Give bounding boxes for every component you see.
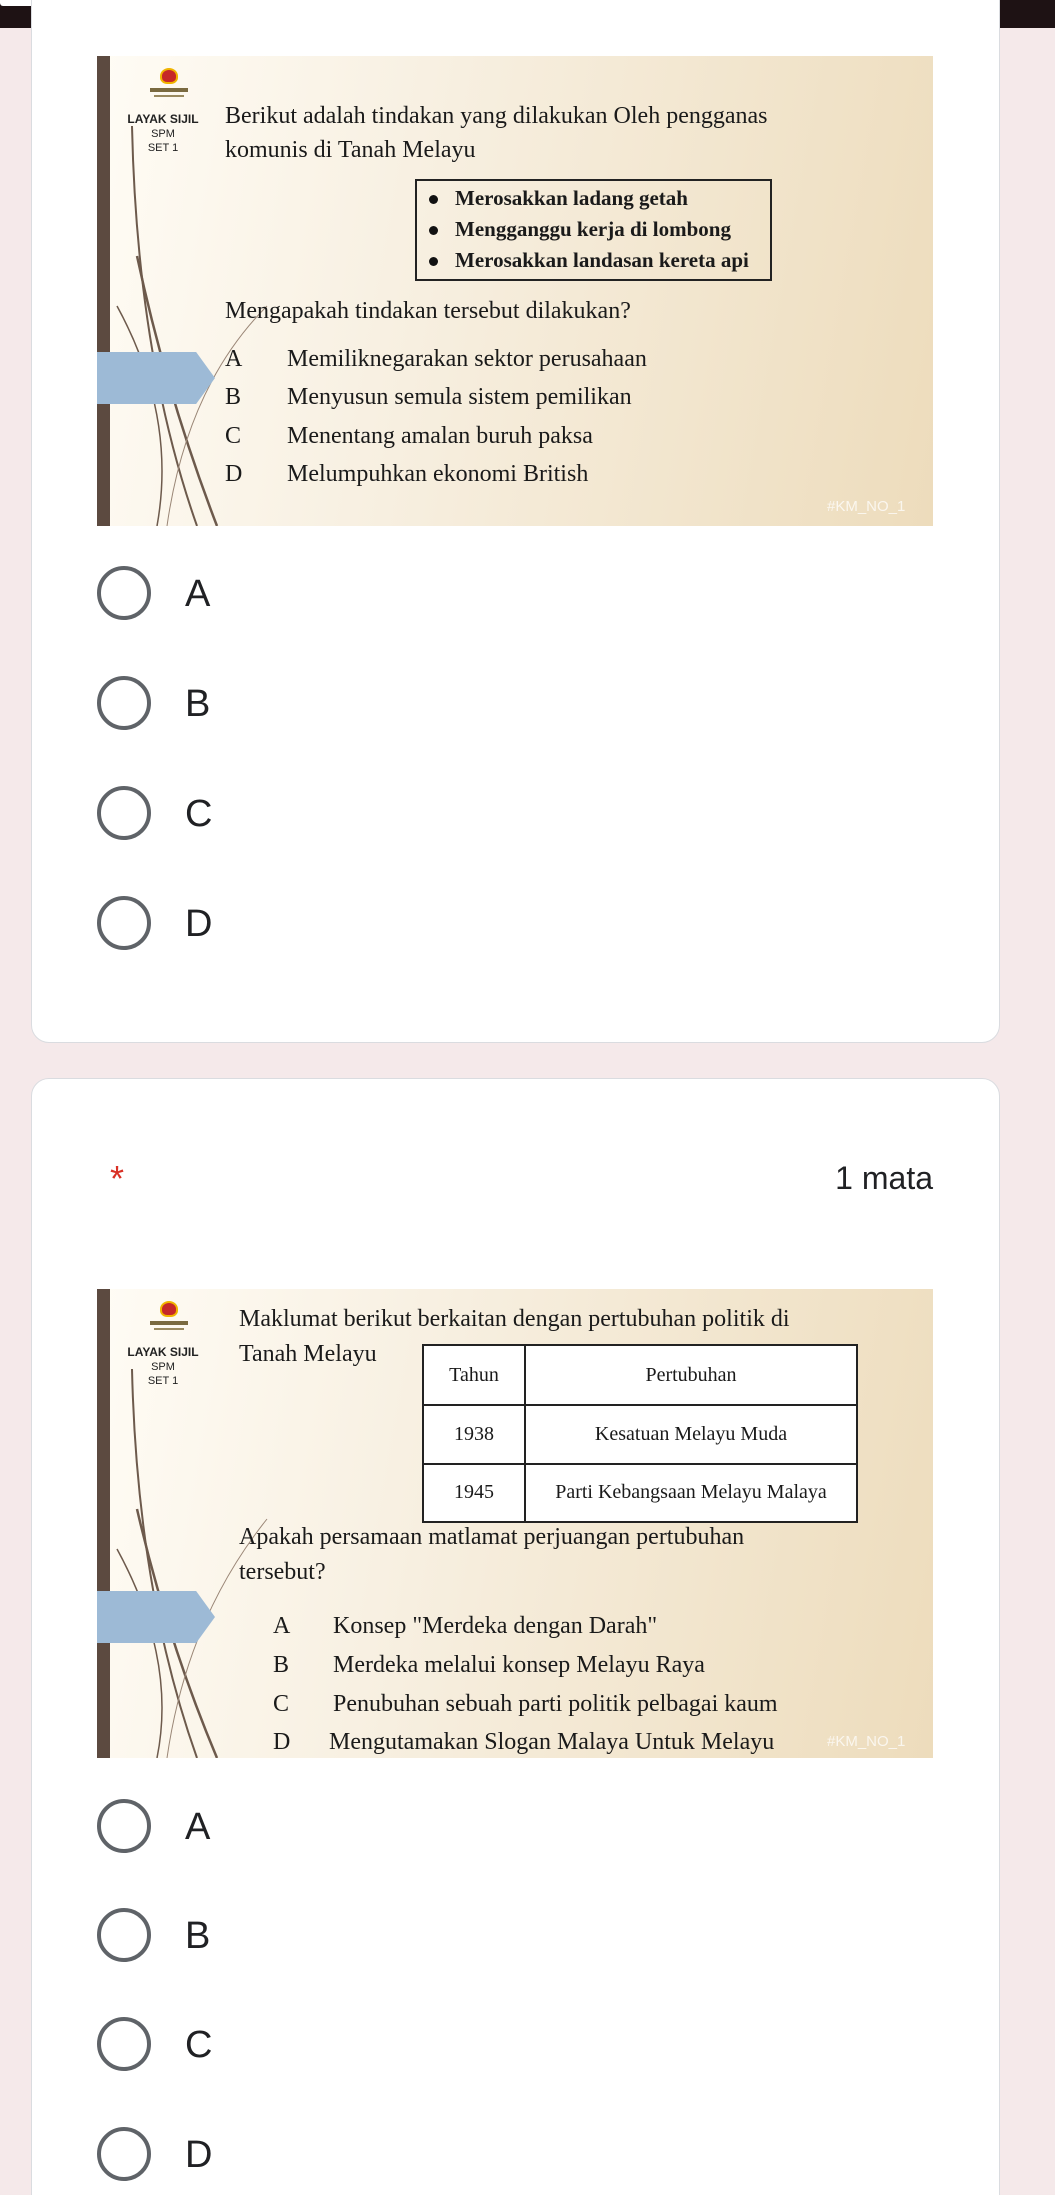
- radio-label: D: [185, 2134, 213, 2176]
- question-2-image: [97, 1289, 933, 1758]
- watermark: #KM_NO_1: [827, 498, 906, 515]
- radio-label: C: [185, 793, 213, 835]
- question-2-prompt-line-1: Apakah persamaan matlamat perjuangan pertubuhan: [239, 1524, 745, 1550]
- radio-circle[interactable]: [97, 896, 151, 950]
- badge-line-2: SPM: [151, 128, 175, 140]
- radio-circle[interactable]: [97, 1799, 151, 1853]
- radio-circle[interactable]: [97, 1908, 151, 1962]
- option-letter: C: [273, 1691, 290, 1717]
- required-marker: *: [110, 1158, 125, 1199]
- question-1-stem-line-2: komunis di Tanah Melayu: [225, 137, 476, 163]
- table-header: Pertubuhan: [525, 1345, 857, 1405]
- radio-option-a[interactable]: [97, 562, 497, 622]
- coat-of-arms-icon: [150, 68, 188, 102]
- question-2-stem-line-2: Tanah Melayu: [239, 1341, 377, 1367]
- question-2-stem-line-1: Maklumat berikut berkaitan dengan pertubuhan politik di: [239, 1306, 790, 1332]
- left-accent-bar: [97, 56, 110, 526]
- badge-line-1: LAYAK SIJIL: [127, 112, 199, 126]
- radio-option-d[interactable]: [97, 2123, 497, 2183]
- option-text: Melumpuhkan ekonomi British: [287, 461, 589, 487]
- radio-option-b[interactable]: [97, 1904, 497, 1964]
- radio-label: D: [185, 903, 213, 945]
- radio-label: A: [185, 1806, 211, 1848]
- option-letter: A: [273, 1613, 291, 1639]
- table-header: Tahun: [423, 1345, 525, 1405]
- radio-label: B: [185, 683, 211, 725]
- badge-line-1: LAYAK SIJIL: [127, 1345, 199, 1359]
- radio-circle[interactable]: [97, 786, 151, 840]
- question-1-bullet-box: Merosakkan ladang getah Mengganggu kerja di lombong Merosakkan landasan kereta api: [415, 179, 772, 281]
- coat-of-arms-icon: [150, 1301, 188, 1335]
- option-letter: D: [273, 1729, 291, 1755]
- option-text: Merdeka melalui konsep Melayu Raya: [333, 1652, 705, 1678]
- option-letter: B: [273, 1652, 290, 1678]
- arrow-accent: [97, 352, 215, 404]
- radio-circle[interactable]: [97, 2017, 151, 2071]
- option-letter: D: [225, 461, 243, 487]
- option-text: Memiliknegarakan sektor perusahaan: [287, 346, 647, 372]
- table-cell: Parti Kebangsaan Melayu Malaya: [525, 1464, 857, 1522]
- question-1-image: [97, 56, 933, 526]
- radio-label: C: [185, 2024, 213, 2066]
- badge-line-3: SET 1: [147, 142, 179, 154]
- radio-label: B: [185, 1915, 211, 1957]
- table-cell: 1945: [423, 1464, 525, 1522]
- option-letter: A: [225, 346, 243, 372]
- option-text: Menentang amalan buruh paksa: [287, 423, 593, 449]
- badge-line-2: SPM: [151, 1361, 175, 1373]
- option-text: Konsep "Merdeka dengan Darah": [333, 1613, 658, 1639]
- radio-option-c[interactable]: [97, 782, 497, 842]
- question-2-prompt-line-2: tersebut?: [239, 1559, 326, 1585]
- arrow-accent: [97, 1591, 215, 1643]
- option-text: Mengutamakan Slogan Malaya Untuk Melayu: [329, 1729, 775, 1755]
- option-text: Menyusun semula sistem pemilikan: [287, 384, 632, 410]
- radio-circle[interactable]: [97, 2127, 151, 2181]
- radio-option-a[interactable]: [97, 1795, 497, 1855]
- watermark: #KM_NO_1: [827, 1733, 906, 1750]
- radio-option-c[interactable]: [97, 2013, 497, 2073]
- badge-line-3: SET 1: [147, 1375, 179, 1387]
- table-cell: Kesatuan Melayu Muda: [525, 1405, 857, 1463]
- radio-option-b[interactable]: [97, 672, 497, 732]
- radio-label: A: [185, 573, 211, 615]
- option-text: Penubuhan sebuah parti politik pelbagai kaum: [333, 1691, 778, 1717]
- option-letter: B: [225, 384, 242, 410]
- question-1-stem-line-1: Berikut adalah tindakan yang dilakukan Oleh pengganas: [225, 103, 768, 129]
- radio-circle[interactable]: [97, 566, 151, 620]
- radio-option-d[interactable]: [97, 892, 497, 952]
- question-1-prompt: Mengapakah tindakan tersebut dilakukan?: [225, 298, 631, 324]
- left-accent-bar: [97, 1289, 110, 1758]
- table-cell: 1938: [423, 1405, 525, 1463]
- info-table: [422, 1344, 858, 1523]
- points-label: 1 mata: [835, 1160, 933, 1196]
- radio-circle[interactable]: [97, 676, 151, 730]
- option-letter: C: [225, 423, 242, 449]
